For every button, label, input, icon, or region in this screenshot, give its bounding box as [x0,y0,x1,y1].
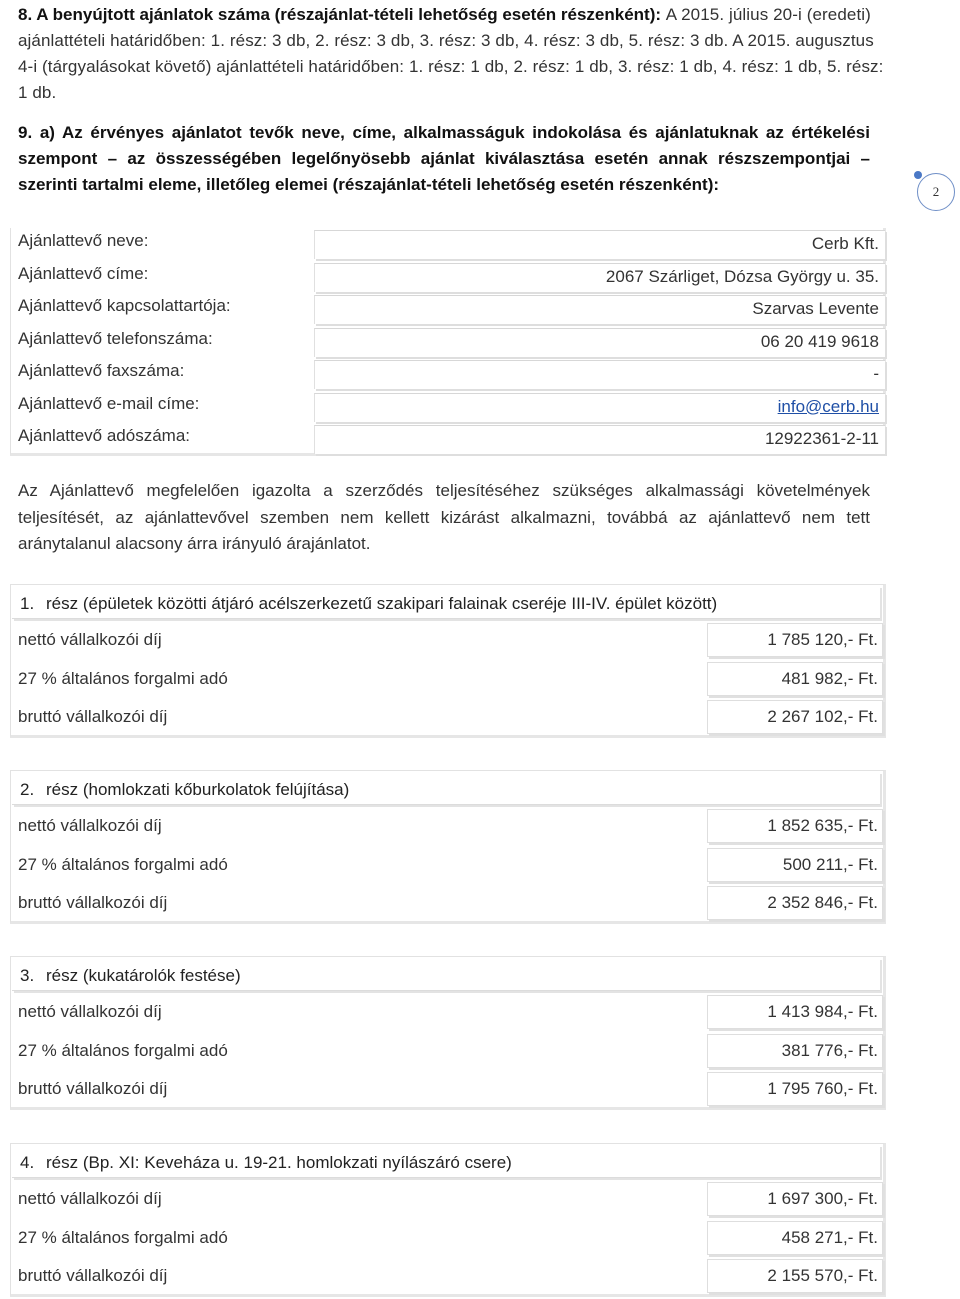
table-row [10,261,886,294]
part-number: 4. [20,1153,35,1172]
gross-fee-value: 1 795 760,- Ft. [767,1079,878,1098]
part-title-text: rész (Bp. XI: Keveháza u. 19-21. homlokzati nyílászáró csere) [46,1153,512,1172]
section-8-heading: 8. A benyújtott ajánlatok száma (részajánlat-tételi lehetőség esetén részenként): [18,5,662,24]
value-box [707,1034,883,1068]
field-label: Ajánlattevő faxszáma: [18,361,185,380]
bullet-dot-icon [914,171,922,179]
part-title-text: rész (kukatárolók festése) [46,966,241,985]
justification-paragraph: Az Ajánlattevő megfelelően igazolta a szerződés teljesítéséhez szükséges alkalmassági követelmények teljesítését, az ajánlattevővel szemben nem kellett kizárást alkalmazni, továbbá az ajánlattevő nem tett aránytalanul alacsony árra irányuló árajánlatot. [18,481,870,553]
field-value-box [314,230,885,259]
part-title-box [12,772,880,805]
net-fee-value: 1 785 120,- Ft. [767,630,878,649]
field-label: Ajánlattevő neve: [18,231,149,250]
vat-label: 27 % általános forgalmi adó [18,1041,228,1060]
table-row [10,423,886,456]
part-title [20,1153,512,1173]
table-row [10,326,886,359]
field-value-box [314,263,885,292]
gross-fee-value: 2 155 570,- Ft. [767,1266,878,1285]
part-title-text: rész (épületek közötti átjáró acélszerkezetű szakipari falainak cseréje III-IV. épület között) [46,594,718,613]
section-9-heading: 9. a) Az érvényes ajánlatot tevők neve, címe, alkalmasságuk indokolása és ajánlatuknak az értékelési szempont – az összességében legelőnyösebb ajánlat kiválasztása esetén annak részszempontjai – szerinti tartalmi eleme, illetőleg elemei (részajánlat-tételi lehetőség esetén részenként): [18,123,870,194]
gross-fee-label: bruttó vállalkozói díj [18,1079,168,1098]
gross-fee-label: bruttó vállalkozói díj [18,893,168,912]
section-8-text: A 2015. július 20-i (eredeti) ajánlattételi határidőben: 1. rész: 3 db, 2. rész: 3 db, 3. rész: 3 db, 4. rész: 3 db, 5. rész: 3 db. A 2015. augusztus 4-i (tárgyalásokat követő) ajánlattételi határidőben: 1. rész: 1 db, 2. rész: 1 db, 3. rész: 1 db, 4. rész: 1 db, 5. rész: 1 db. [18,5,884,102]
field-label: Ajánlattevő adószáma: [18,426,190,445]
bidder-fax: - [873,364,879,383]
net-fee-label: nettó vállalkozói díj [18,630,162,649]
table-row [10,228,886,261]
bidder-address: 2067 Szárliget, Dózsa György u. 35. [605,266,879,286]
part-number: 1. [20,594,35,613]
value-box [707,1259,883,1293]
table-row [10,391,886,424]
net-fee-label: nettó vállalkozói díj [18,816,162,835]
bidder-info-table [10,228,886,456]
field-value-box [314,295,885,324]
page-number: 2 [932,184,940,199]
gross-fee-value: 2 267 102,- Ft. [767,707,878,726]
part-title [20,594,717,614]
vat-label: 27 % általános forgalmi adó [18,1228,228,1247]
part-title-text: rész (homlokzati kőburkolatok felújítása) [46,780,350,799]
net-fee-label: nettó vállalkozói díj [18,1189,162,1208]
value-box [707,1072,883,1106]
part-title [20,780,349,800]
field-label: Ajánlattevő címe: [18,263,149,283]
vat-label: 27 % általános forgalmi adó [18,855,228,874]
value-box [707,886,883,920]
field-label: Ajánlattevő telefonszáma: [18,328,213,348]
section-8 [18,2,890,106]
part-number: 2. [20,780,35,799]
field-value-box [314,393,885,422]
bidder-name: Cerb Kft. [811,234,879,253]
value-box [707,809,883,843]
vat-value: 500 211,- Ft. [782,855,878,874]
part-number: 3. [20,966,35,985]
value-box [707,700,883,734]
table-row [10,358,886,391]
vat-value: 481 982,- Ft. [781,669,878,688]
vat-value: 381 776,- Ft. [781,1041,878,1060]
part-title-box [12,586,880,619]
value-box [707,1221,883,1255]
gross-fee-label: bruttó vállalkozói díj [18,707,168,726]
net-fee-value: 1 697 300,- Ft. [767,1189,878,1208]
value-box [707,662,883,696]
value-box [707,995,883,1029]
field-value-box [314,425,885,454]
vat-value: 458 271,- Ft. [781,1228,878,1247]
page-number-badge [917,173,955,211]
bidder-phone: 06 20 419 9618 [760,331,879,351]
bidder-contact: Szarvas Levente [752,299,879,318]
net-fee-label: nettó vállalkozói díj [18,1002,162,1021]
gross-fee-value: 2 352 846,- Ft. [767,893,878,912]
part-title-box [12,1145,880,1178]
field-value-box [314,328,885,357]
bidder-tax-number: 12922361-2-11 [764,429,879,448]
bidder-email-link[interactable]: info@cerb.hu [777,396,879,416]
table-row [10,293,886,326]
value-box [707,623,883,657]
field-value-box [314,360,885,389]
net-fee-value: 1 413 984,- Ft. [767,1002,878,1021]
vat-label: 27 % általános forgalmi adó [18,669,228,688]
part-title [20,966,241,986]
value-box [707,848,883,882]
field-label: Ajánlattevő kapcsolattartója: [18,296,231,315]
gross-fee-label: bruttó vállalkozói díj [18,1266,168,1285]
net-fee-value: 1 852 635,- Ft. [767,816,878,835]
part-title-box [12,958,880,991]
field-label: Ajánlattevő e-mail címe: [18,393,200,413]
value-box [707,1182,883,1216]
